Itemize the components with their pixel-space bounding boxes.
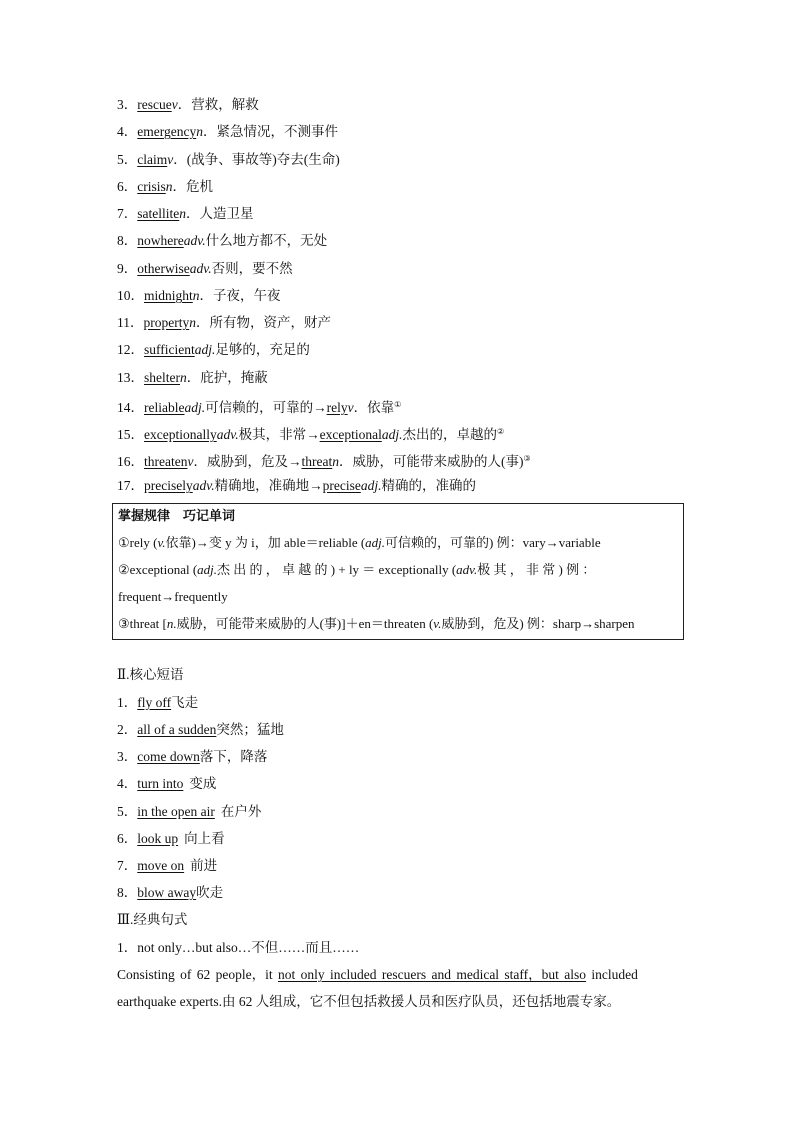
vocab-item: 8．nowhereadv.什么地方都不，无处: [117, 233, 328, 248]
vocab-item: 16．threatenv．威胁到，危及→threatn．威胁，可能带来威胁的人(事)③: [117, 454, 531, 469]
footnote-marker: ②: [496, 427, 505, 436]
tip-rule-2: ②exceptional (adj.杰 出 的 ， 卓 越 的 ) + ly ＝ exceptionally (adv.极 其 ， 非 常 ) 例 ：: [118, 562, 596, 577]
tip-rule-3: ③threat [n.威胁，可能带来威胁的人(事)]＋en＝threaten (v.威胁到，危及) 例：sharp→sharpen: [118, 616, 635, 631]
vocab-item: 17．preciselyadv.精确地，准确地→preciseadj.精确的，准确的: [117, 478, 476, 493]
phrase-item: 1．fly off飞走: [117, 695, 199, 710]
vocab-item: 5．claimv．(战争、事故等)夺去(生命): [117, 152, 340, 167]
vocab-item: 10．midnightn．子夜，午夜: [117, 288, 281, 303]
phrase-item: 5．in the open air 在户外: [117, 804, 262, 819]
phrase-item: 2．all of a sudden突然；猛地: [117, 722, 284, 737]
vocab-item: 12．sufficientadj.足够的，充足的: [117, 342, 310, 357]
pattern-item: 1．not only…but also…不但……而且……: [117, 940, 360, 955]
phrase-item: 3．come down落下，降落: [117, 749, 268, 764]
vocab-item: 13．sheltern．庇护，掩蔽: [117, 370, 268, 385]
phrase-item: 8．blow away吹走: [117, 885, 224, 900]
vocab-item: 3．rescuev．营救，解救: [117, 97, 259, 112]
vocab-item: 7．satelliten．人造卫星: [117, 206, 254, 221]
phrase-item: 4．turn into 变成: [117, 776, 217, 791]
vocab-item: 14．reliableadj.可信赖的，可靠的→relyv．依靠①: [117, 400, 402, 415]
vocab-item: 9．otherwiseadv.否则，要不然: [117, 261, 293, 276]
phrase-item: 7．move on 前进: [117, 858, 218, 873]
footnote-marker: ①: [394, 400, 402, 409]
tip-rule-2-cont: frequent→frequently: [118, 589, 228, 604]
section-heading: Ⅲ.经典句式: [117, 912, 188, 927]
vocab-item: 11．propertyn．所有物，资产，财产: [117, 315, 331, 330]
vocab-item: 6．crisisn．危机: [117, 179, 213, 194]
tip-box: [112, 503, 684, 640]
tip-box-title: 掌握规律 巧记单词: [118, 508, 236, 523]
section-heading: Ⅱ.核心短语: [117, 667, 184, 682]
vocab-item: 4．emergencyn．紧急情况，不测事件: [117, 124, 338, 139]
vocab-item: 15．exceptionallyadv.极其，非常→exceptionaladj.杰出的，卓越的②: [117, 427, 505, 442]
phrase-item: 6．look up 向上看: [117, 831, 225, 846]
tip-rule-1: ①rely (v.依靠)→变 y 为 i，加 able＝reliable (adj.可信赖的，可靠的) 例：vary→variable: [118, 535, 601, 550]
example-sentence-cont: earthquake experts.由 62 人组成，它不但包括救援人员和医疗队员，还包括地震专家。: [117, 994, 621, 1009]
example-sentence: Consisting of 62 people，it not only included rescuers and medical staff，but also included: [117, 967, 638, 982]
footnote-marker: ③: [523, 454, 531, 463]
